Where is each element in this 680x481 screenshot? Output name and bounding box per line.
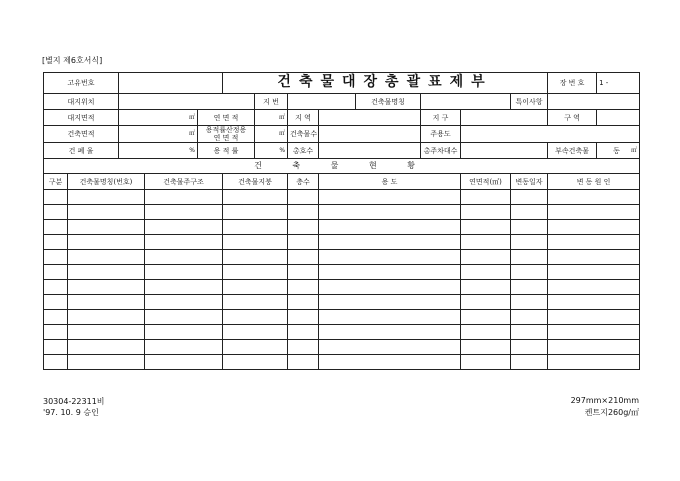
status-row	[44, 355, 640, 370]
building-area-label: 건축면적	[44, 126, 119, 143]
unique-no-label: 고유번호	[44, 73, 119, 94]
status-cell[interactable]	[288, 250, 319, 265]
status-cell[interactable]	[68, 235, 145, 250]
m2-unit: ㎡	[188, 113, 195, 121]
status-cell[interactable]	[44, 235, 68, 250]
total-floor-area-value[interactable]	[255, 110, 288, 126]
status-cell[interactable]	[461, 310, 511, 325]
status-cell[interactable]	[145, 265, 223, 280]
main-use-label: 주용도	[421, 126, 461, 143]
status-cell[interactable]	[461, 220, 511, 235]
far-floor-area-label: 용적률산정용 연 면 적	[198, 126, 255, 143]
status-cell[interactable]	[511, 250, 548, 265]
status-cell[interactable]	[288, 220, 319, 235]
col-header: 건축물명칭(번호)	[68, 174, 145, 190]
status-cell[interactable]	[548, 280, 640, 295]
status-row	[44, 265, 640, 280]
total-households-value[interactable]	[319, 143, 421, 159]
status-cell[interactable]	[548, 205, 640, 220]
status-cell[interactable]	[461, 190, 511, 205]
pct-unit: %	[189, 146, 195, 154]
status-cell[interactable]	[68, 310, 145, 325]
form-title: 건축물대장총괄표제부	[223, 73, 548, 94]
status-cell[interactable]	[511, 295, 548, 310]
main-use-value[interactable]	[461, 126, 640, 143]
approval-date: '97. 10. 9 승인	[43, 408, 99, 417]
m2-unit: ㎡	[279, 130, 286, 137]
paper-type: 켄트지260g/㎡	[584, 408, 639, 417]
status-cell[interactable]	[288, 280, 319, 295]
status-cell[interactable]	[319, 355, 461, 370]
lot-no-label: 지 번	[255, 94, 288, 110]
annex-buildings-value[interactable]	[597, 143, 640, 159]
status-cell[interactable]	[44, 250, 68, 265]
status-cell[interactable]	[223, 310, 288, 325]
status-cell[interactable]	[44, 205, 68, 220]
sheet-no-value[interactable]: 1 -	[597, 73, 640, 94]
m2-unit: ㎡	[188, 130, 195, 137]
special-notes-label: 특이사항	[511, 94, 548, 110]
status-cell[interactable]	[68, 265, 145, 280]
status-cell[interactable]	[319, 220, 461, 235]
status-cell[interactable]	[461, 205, 511, 220]
col-header: 연면적(㎡)	[461, 174, 511, 190]
col-header: 건축물지붕	[223, 174, 288, 190]
status-cell[interactable]	[511, 325, 548, 340]
status-cell[interactable]	[68, 250, 145, 265]
status-cell[interactable]	[223, 280, 288, 295]
status-cell[interactable]	[511, 280, 548, 295]
status-cell[interactable]	[44, 190, 68, 205]
status-cell[interactable]	[44, 280, 68, 295]
status-cell[interactable]	[461, 265, 511, 280]
status-cell[interactable]	[44, 220, 68, 235]
annex-buildings-label: 부속건축물	[548, 143, 597, 159]
status-cell[interactable]	[68, 325, 145, 340]
status-cell[interactable]	[223, 265, 288, 280]
status-row	[44, 235, 640, 250]
status-cell[interactable]	[461, 280, 511, 295]
sheet-no-label: 장 번 호	[548, 73, 597, 94]
total-floor-area-label: 연 면 적	[198, 110, 255, 126]
status-cell[interactable]	[319, 190, 461, 205]
district-label: 지 구	[421, 110, 461, 126]
status-cell[interactable]	[461, 355, 511, 370]
unique-no-value[interactable]	[119, 73, 223, 94]
form-code: 30304-22311비	[43, 397, 105, 406]
status-row	[44, 325, 640, 340]
status-cell[interactable]	[461, 235, 511, 250]
floor-area-ratio-label: 용 적 률	[198, 143, 255, 159]
status-cell[interactable]	[68, 280, 145, 295]
status-cell[interactable]	[548, 340, 640, 355]
status-cell[interactable]	[319, 310, 461, 325]
site-area-value[interactable]	[119, 110, 198, 126]
section-label: 구 역	[548, 110, 597, 126]
status-cell[interactable]	[319, 340, 461, 355]
status-cell[interactable]	[288, 325, 319, 340]
status-cell[interactable]	[44, 265, 68, 280]
status-cell[interactable]	[223, 190, 288, 205]
col-header: 건축물주구조	[145, 174, 223, 190]
status-cell[interactable]	[461, 340, 511, 355]
paper-size: 297mm×210mm	[570, 396, 639, 405]
status-cell[interactable]	[44, 340, 68, 355]
status-cell[interactable]	[511, 220, 548, 235]
status-cell[interactable]	[145, 280, 223, 295]
total-households-label: 총호수	[288, 143, 319, 159]
status-row	[44, 205, 640, 220]
site-location-value[interactable]	[119, 94, 255, 110]
status-cell[interactable]	[511, 340, 548, 355]
status-row	[44, 190, 640, 205]
status-cell[interactable]	[319, 280, 461, 295]
col-header: 구분	[44, 174, 68, 190]
status-cell[interactable]	[68, 205, 145, 220]
status-cell[interactable]	[223, 325, 288, 340]
status-cell[interactable]	[319, 295, 461, 310]
building-area-value[interactable]	[119, 126, 198, 143]
form-label: [별지 제6호서식]	[42, 56, 103, 65]
building-count-value[interactable]	[319, 126, 421, 143]
status-cell[interactable]	[145, 235, 223, 250]
status-cell[interactable]	[145, 310, 223, 325]
status-cell[interactable]	[44, 325, 68, 340]
status-cell[interactable]	[68, 190, 145, 205]
coverage-ratio-label: 건 폐 율	[44, 143, 119, 159]
status-cell[interactable]	[511, 190, 548, 205]
status-cell[interactable]	[319, 235, 461, 250]
building-name-label: 건축물명칭	[356, 94, 421, 110]
m2-unit: ㎡	[279, 113, 286, 121]
status-cell[interactable]	[44, 310, 68, 325]
col-header: 변동일자	[511, 174, 548, 190]
pct-unit: %	[279, 146, 286, 154]
building-count-label: 건축물수	[288, 126, 319, 143]
status-cell[interactable]	[223, 235, 288, 250]
building-register-form	[43, 72, 640, 370]
status-cell[interactable]	[223, 250, 288, 265]
site-area-label: 대지면적	[44, 110, 119, 126]
status-cell[interactable]	[288, 265, 319, 280]
status-cell[interactable]	[223, 205, 288, 220]
parking-count-value[interactable]	[461, 143, 548, 159]
status-cell[interactable]	[68, 220, 145, 235]
status-cell[interactable]	[288, 355, 319, 370]
status-header-row	[44, 174, 640, 190]
site-location-label: 대지위치	[44, 94, 119, 110]
status-section-title: 건 축 물 현 황	[44, 159, 640, 174]
status-cell[interactable]	[548, 265, 640, 280]
status-cell[interactable]	[145, 295, 223, 310]
col-header: 층수	[288, 174, 319, 190]
status-cell[interactable]	[223, 355, 288, 370]
status-row	[44, 340, 640, 355]
status-cell[interactable]	[288, 235, 319, 250]
status-row	[44, 220, 640, 235]
status-cell[interactable]	[511, 355, 548, 370]
status-cell[interactable]	[145, 325, 223, 340]
status-row	[44, 310, 640, 325]
status-cell[interactable]	[548, 220, 640, 235]
status-cell[interactable]	[548, 250, 640, 265]
status-cell[interactable]	[145, 220, 223, 235]
parking-count-label: 총주차대수	[421, 143, 461, 159]
annex-unit: 동	[613, 146, 620, 155]
section-value[interactable]	[597, 110, 640, 126]
status-cell[interactable]	[319, 265, 461, 280]
far-floor-area-value[interactable]	[255, 126, 288, 143]
status-cell[interactable]	[68, 295, 145, 310]
special-notes-value[interactable]	[548, 94, 640, 110]
col-header: 용 도	[319, 174, 461, 190]
status-cell[interactable]	[223, 295, 288, 310]
status-cell[interactable]	[145, 190, 223, 205]
status-cell[interactable]	[68, 355, 145, 370]
status-row	[44, 250, 640, 265]
status-cell[interactable]	[319, 325, 461, 340]
status-cell[interactable]	[223, 220, 288, 235]
status-row	[44, 280, 640, 295]
status-cell[interactable]	[319, 205, 461, 220]
status-cell[interactable]	[461, 295, 511, 310]
status-cell[interactable]	[145, 205, 223, 220]
status-cell[interactable]	[548, 310, 640, 325]
zone-label: 지 역	[288, 110, 319, 126]
coverage-ratio-value[interactable]	[119, 143, 198, 159]
status-cell[interactable]	[288, 295, 319, 310]
status-cell[interactable]	[145, 355, 223, 370]
status-cell[interactable]	[548, 235, 640, 250]
status-row	[44, 295, 640, 310]
status-cell[interactable]	[44, 355, 68, 370]
status-cell[interactable]	[511, 235, 548, 250]
floor-area-ratio-value[interactable]	[255, 143, 288, 159]
status-cell[interactable]	[511, 265, 548, 280]
zone-value[interactable]	[319, 110, 421, 126]
status-cell[interactable]	[288, 340, 319, 355]
status-cell[interactable]	[223, 340, 288, 355]
status-cell[interactable]	[288, 310, 319, 325]
status-cell[interactable]	[288, 190, 319, 205]
status-cell[interactable]	[319, 250, 461, 265]
building-name-value[interactable]	[421, 94, 511, 110]
status-cell[interactable]	[288, 205, 319, 220]
status-cell[interactable]	[511, 205, 548, 220]
status-cell[interactable]	[44, 295, 68, 310]
district-value[interactable]	[461, 110, 548, 126]
lot-no-value[interactable]	[288, 94, 356, 110]
status-cell[interactable]	[68, 340, 145, 355]
status-cell[interactable]	[461, 325, 511, 340]
col-header: 변 동 원 인	[548, 174, 640, 190]
status-cell[interactable]	[145, 250, 223, 265]
status-cell[interactable]	[511, 310, 548, 325]
status-cell[interactable]	[548, 325, 640, 340]
status-cell[interactable]	[548, 295, 640, 310]
status-cell[interactable]	[145, 340, 223, 355]
m2-unit: ㎡	[631, 146, 638, 154]
status-cell[interactable]	[461, 250, 511, 265]
status-cell[interactable]	[548, 190, 640, 205]
status-cell[interactable]	[548, 355, 640, 370]
